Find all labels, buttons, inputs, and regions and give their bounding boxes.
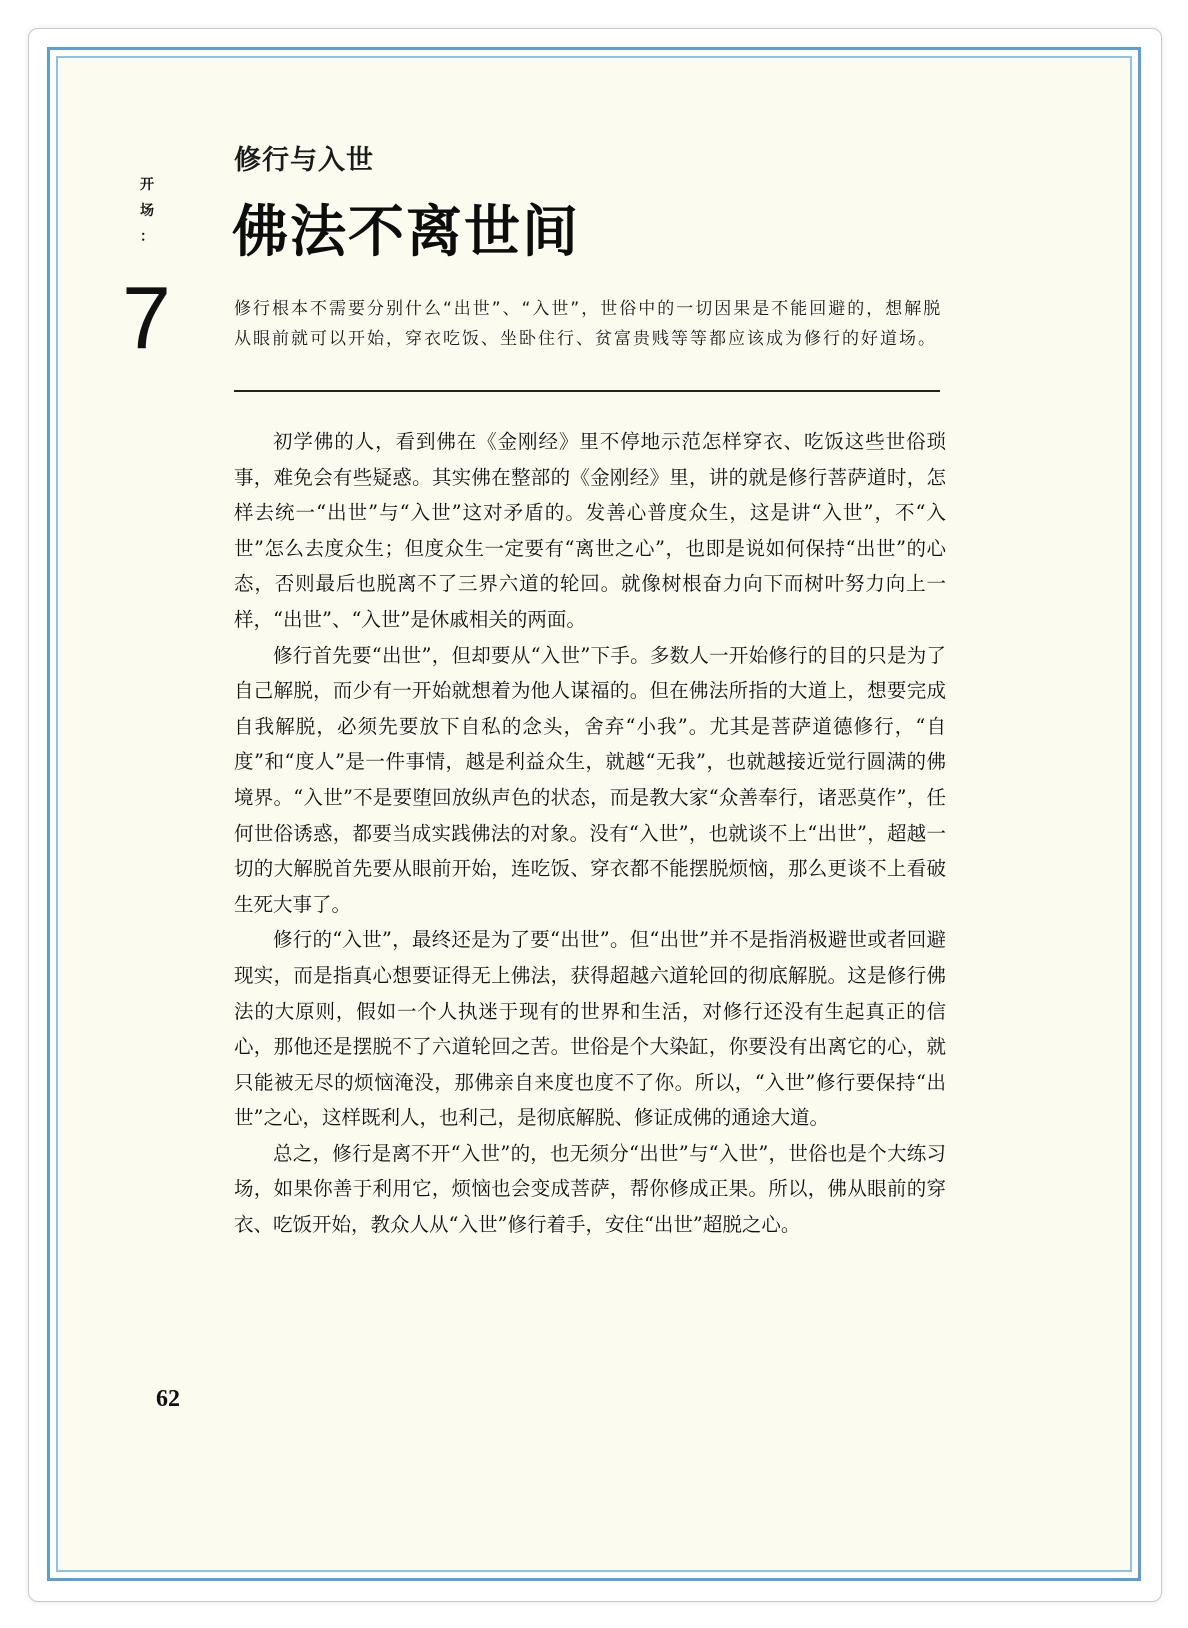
chapter-title: 佛法不离世间 — [232, 200, 580, 265]
section-number: 7 — [122, 268, 171, 367]
page-number: 62 — [156, 1386, 180, 1412]
chapter-subtitle: 修行与入世 — [234, 145, 374, 176]
side-label: 开 场 ： — [140, 177, 154, 245]
paragraph: 修行首先要“出世”，但却要从“入世”下手。多数人一开始修行的目的只是为了自己解脱，而少有一开始就想着为他人谋福的。但在佛法所指的大道上，想要完成自我解脱，必须先要放下自私的念头，舍弃“小我”。尤其是菩萨道德修行，“自度”和“度人”是一件事情，越是利益众生，就越“无我”，也就越接近觉行圆满的佛境界。“入世”不是要堕回放纵声色的状态，而是教大家“众善奉行，诸恶莫作”，任何世俗诱惑，都要当成实践佛法的对象。没有“入世”，也就谈不上“出世”，超越一切的大解脱首先要从眼前开始，连吃饭、穿衣都不能摆脱烦恼，那么更谈不上看破生死大事了。 — [234, 643, 946, 916]
paragraph: 修行的“入世”，最终还是为了要“出世”。但“出世”并不是指消极避世或者回避现实，而是指真心想要证得无上佛法，获得超越六道轮回的彻底解脱。这是修行佛法的大原则，假如一个人执迷于现有的世界和生活，对修行还没有生起真正的信心，那他还是摆脱不了六道轮回之苦。世俗是个大染缸，你要没有出离它的心，就只能被无尽的烦恼淹没，那佛亲自来度也度不了你。所以，“入世”修行要保持“出世”之心，这样既利人，也利己，是彻底解脱、修证成佛的通途大道。 — [234, 928, 946, 1130]
divider-line — [234, 390, 940, 392]
paragraph: 总之，修行是离不开“入世”的，也无须分“出世”与“入世”，世俗也是个大练习场，如果你善于利用它，烦恼也会变成菩萨，帮你修成正果。所以，佛从眼前的穿衣、吃饭开始，教众人从“入世”修行着手，安住“出世”超脱之心。 — [234, 1141, 946, 1237]
paragraph: 初学佛的人，看到佛在《金刚经》里不停地示范怎样穿衣、吃饭这些世俗琐事，难免会有些疑惑。其实佛在整部的《金刚经》里，讲的就是修行菩萨道时，怎样去统一“出世”与“入世”这对矛盾的。发善心普度众生，这是讲“入世”，不“入世”怎么去度众生；但度众生一定要有“离世之心”，也即是说如何保持“出世”的心态，否则最后也脱离不了三界六道的轮回。就像树根奋力向下而树叶努力向上一样，“出世”、“入世”是休戚相关的两面。 — [234, 430, 946, 631]
intro-summary: 修行根本不需要分别什么“出世”、“入世”，世俗中的一切因果是不能回避的，想解脱从眼前就可以开始，穿衣吃饭、坐卧住行、贫富贵贱等等都应该成为修行的好道场。 — [234, 299, 943, 349]
book-page — [56, 56, 1132, 1572]
body-text — [234, 424, 946, 1243]
